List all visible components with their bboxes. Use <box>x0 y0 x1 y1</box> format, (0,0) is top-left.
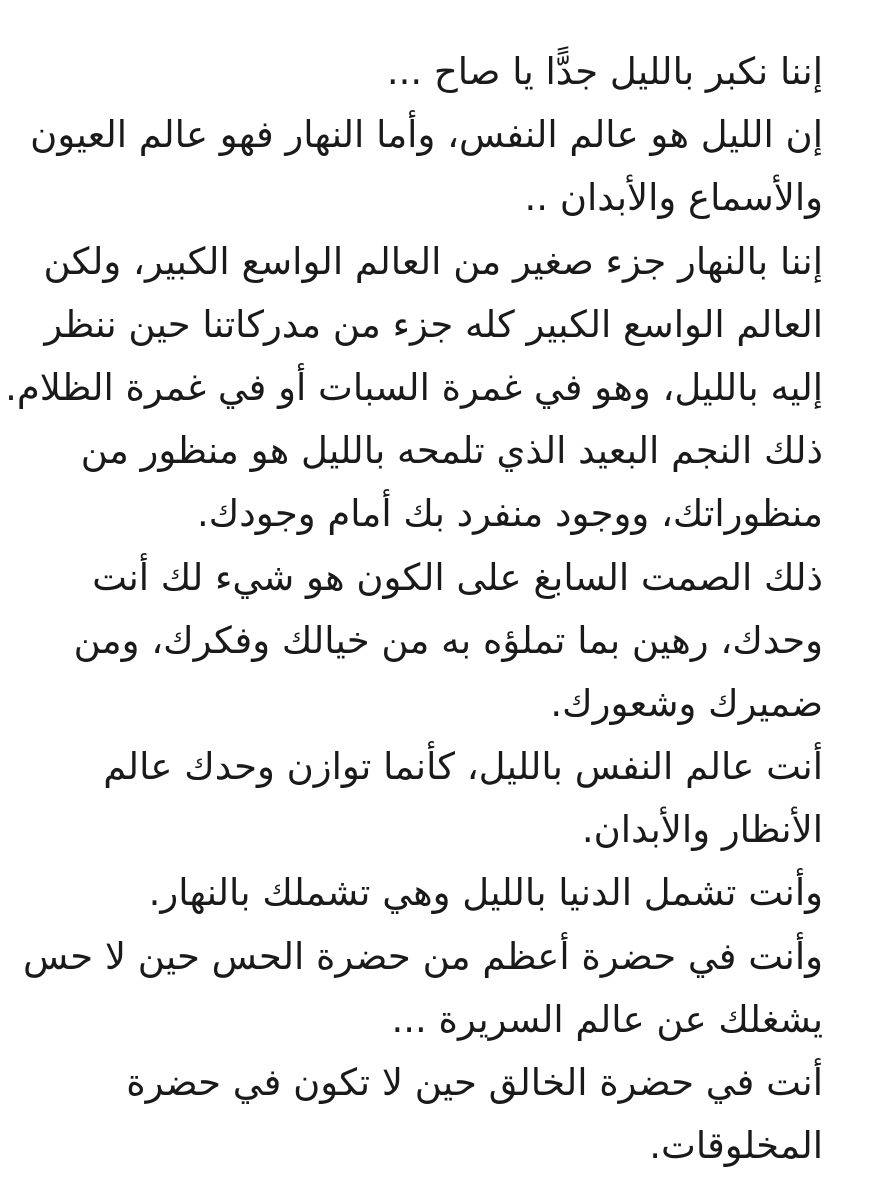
text-line: يشغلك عن عالم السريرة ... <box>391 997 823 1041</box>
text-line: ذلك الصمت السابغ على الكون هو شيء لك أنت <box>92 555 823 599</box>
text-line: وأنت تشمل الدنيا بالليل وهي تشملك بالنهار. <box>148 871 823 915</box>
text-line: الأنظار والأبدان. <box>581 808 823 852</box>
text-line: منظوراتك، ووجود منفرد بك أمام وجودك. <box>197 492 823 536</box>
text-line: وحدك، رهين بما تملؤه به من خيالك وفكرك، ومن <box>73 618 823 662</box>
text-line: إليه بالليل، وهو في غمرة السبات أو في غمرة الظلام. <box>5 365 823 409</box>
text-line: إن الليل هو عالم النفس، وأما النهار فهو عالم العيون <box>30 113 823 157</box>
arabic-text-passage <box>5 40 823 1177</box>
text-line: ضميرك وشعورك. <box>550 681 823 725</box>
text-line: المخلوقات. <box>649 1124 823 1168</box>
text-line: العالم الواسع الكبير كله جزء من مدركاتنا حين ننظر <box>44 302 823 346</box>
text-line: أنت في حضرة الخالق حين لا تكون في حضرة <box>126 1061 823 1104</box>
text-line: ذلك النجم البعيد الذي تلمحه بالليل هو منظور من <box>80 429 823 473</box>
text-line: إننا بالنهار جزء صغير من العالم الواسع الكبير، ولكن <box>43 239 823 283</box>
text-line: وأنت في حضرة أعظم من حضرة الحس حين لا حس <box>23 934 823 978</box>
text-line: والأسماع والأبدان .. <box>524 176 823 220</box>
text-line: إننا نكبر بالليل جدًّا يا صاح ... <box>386 50 823 93</box>
text-line: أنت عالم النفس بالليل، كأنما توازن وحدك عالم <box>103 745 823 789</box>
